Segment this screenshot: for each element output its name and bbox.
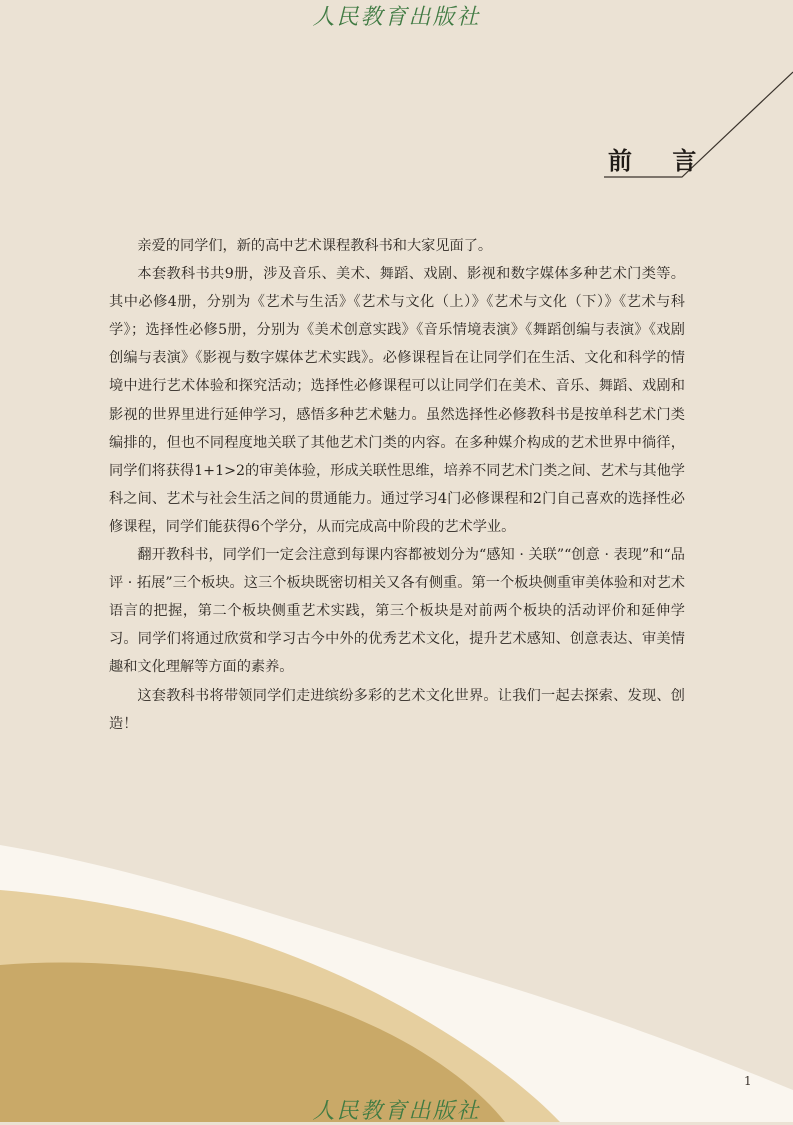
paragraph: 本套教科书共9册，涉及音乐、美术、舞蹈、戏剧、影视和数字媒体多种艺术门类等。其中必修4册，分别为《艺术与生活》《艺术与文化（上）》《艺术与文化（下）》《艺术与科学》；选择性必修5册，分别为《美术创意实践》《音乐情境表演》《舞蹈创编与表演》《戏剧创编与表演》《影视与数字媒体艺术实践》。必修课程旨在让同学们在生活、文化和科学的情境中进行艺术体验和探究活动；选择性必修课程可以让同学们在美术、音乐、舞蹈、戏剧和影视的世界里进行延伸学习，感悟多种艺术魅力。虽然选择性必修教科书是按单科艺术门类编排的，但也不同程度地关联了其他艺术门类的内容。在多种媒介构成的艺术世界中徜徉，同学们将获得1+1>2的审美体验，形成关联性思维，培养不同艺术门类之间、艺术与其他学科之间、艺术与社会生活之间的贯通能力。通过学习4门必修课程和2门自己喜欢的选择性必修课程，同学们能获得6个学分，从而完成高中阶段的艺术学业。 bbox=[109, 266, 685, 535]
publisher-logo-top: 人民教育出版社 bbox=[312, 5, 481, 30]
publisher-logo-bottom: 人民教育出版社 bbox=[312, 1099, 481, 1124]
page-number: 1 bbox=[744, 1074, 752, 1088]
paragraph: 翻开教科书，同学们一定会注意到每课内容都被划分为“感知 · 关联”“创意 · 表现”和“品评 · 拓展”三个板块。这三个板块既密切相关又各有侧重。第一个板块侧重审美体验和对艺术语言的把握，第二个板块侧重艺术实践，第三个板块是对前两个板块的活动评价和延伸学习。同学们将通过欣赏和学习古今中外的优秀艺术文化，提升艺术感知、创意表达、审美情趣和文化理解等方面的素养。 bbox=[109, 547, 685, 676]
preface-body bbox=[109, 232, 685, 738]
page-title: 前 言 bbox=[608, 146, 713, 175]
paragraph: 这套教科书将带领同学们走进缤纷多彩的艺术文化世界。让我们一起去探索、发现、创造！ bbox=[109, 687, 685, 732]
paragraph: 亲爱的同学们，新的高中艺术课程教科书和大家见面了。 bbox=[137, 238, 493, 254]
